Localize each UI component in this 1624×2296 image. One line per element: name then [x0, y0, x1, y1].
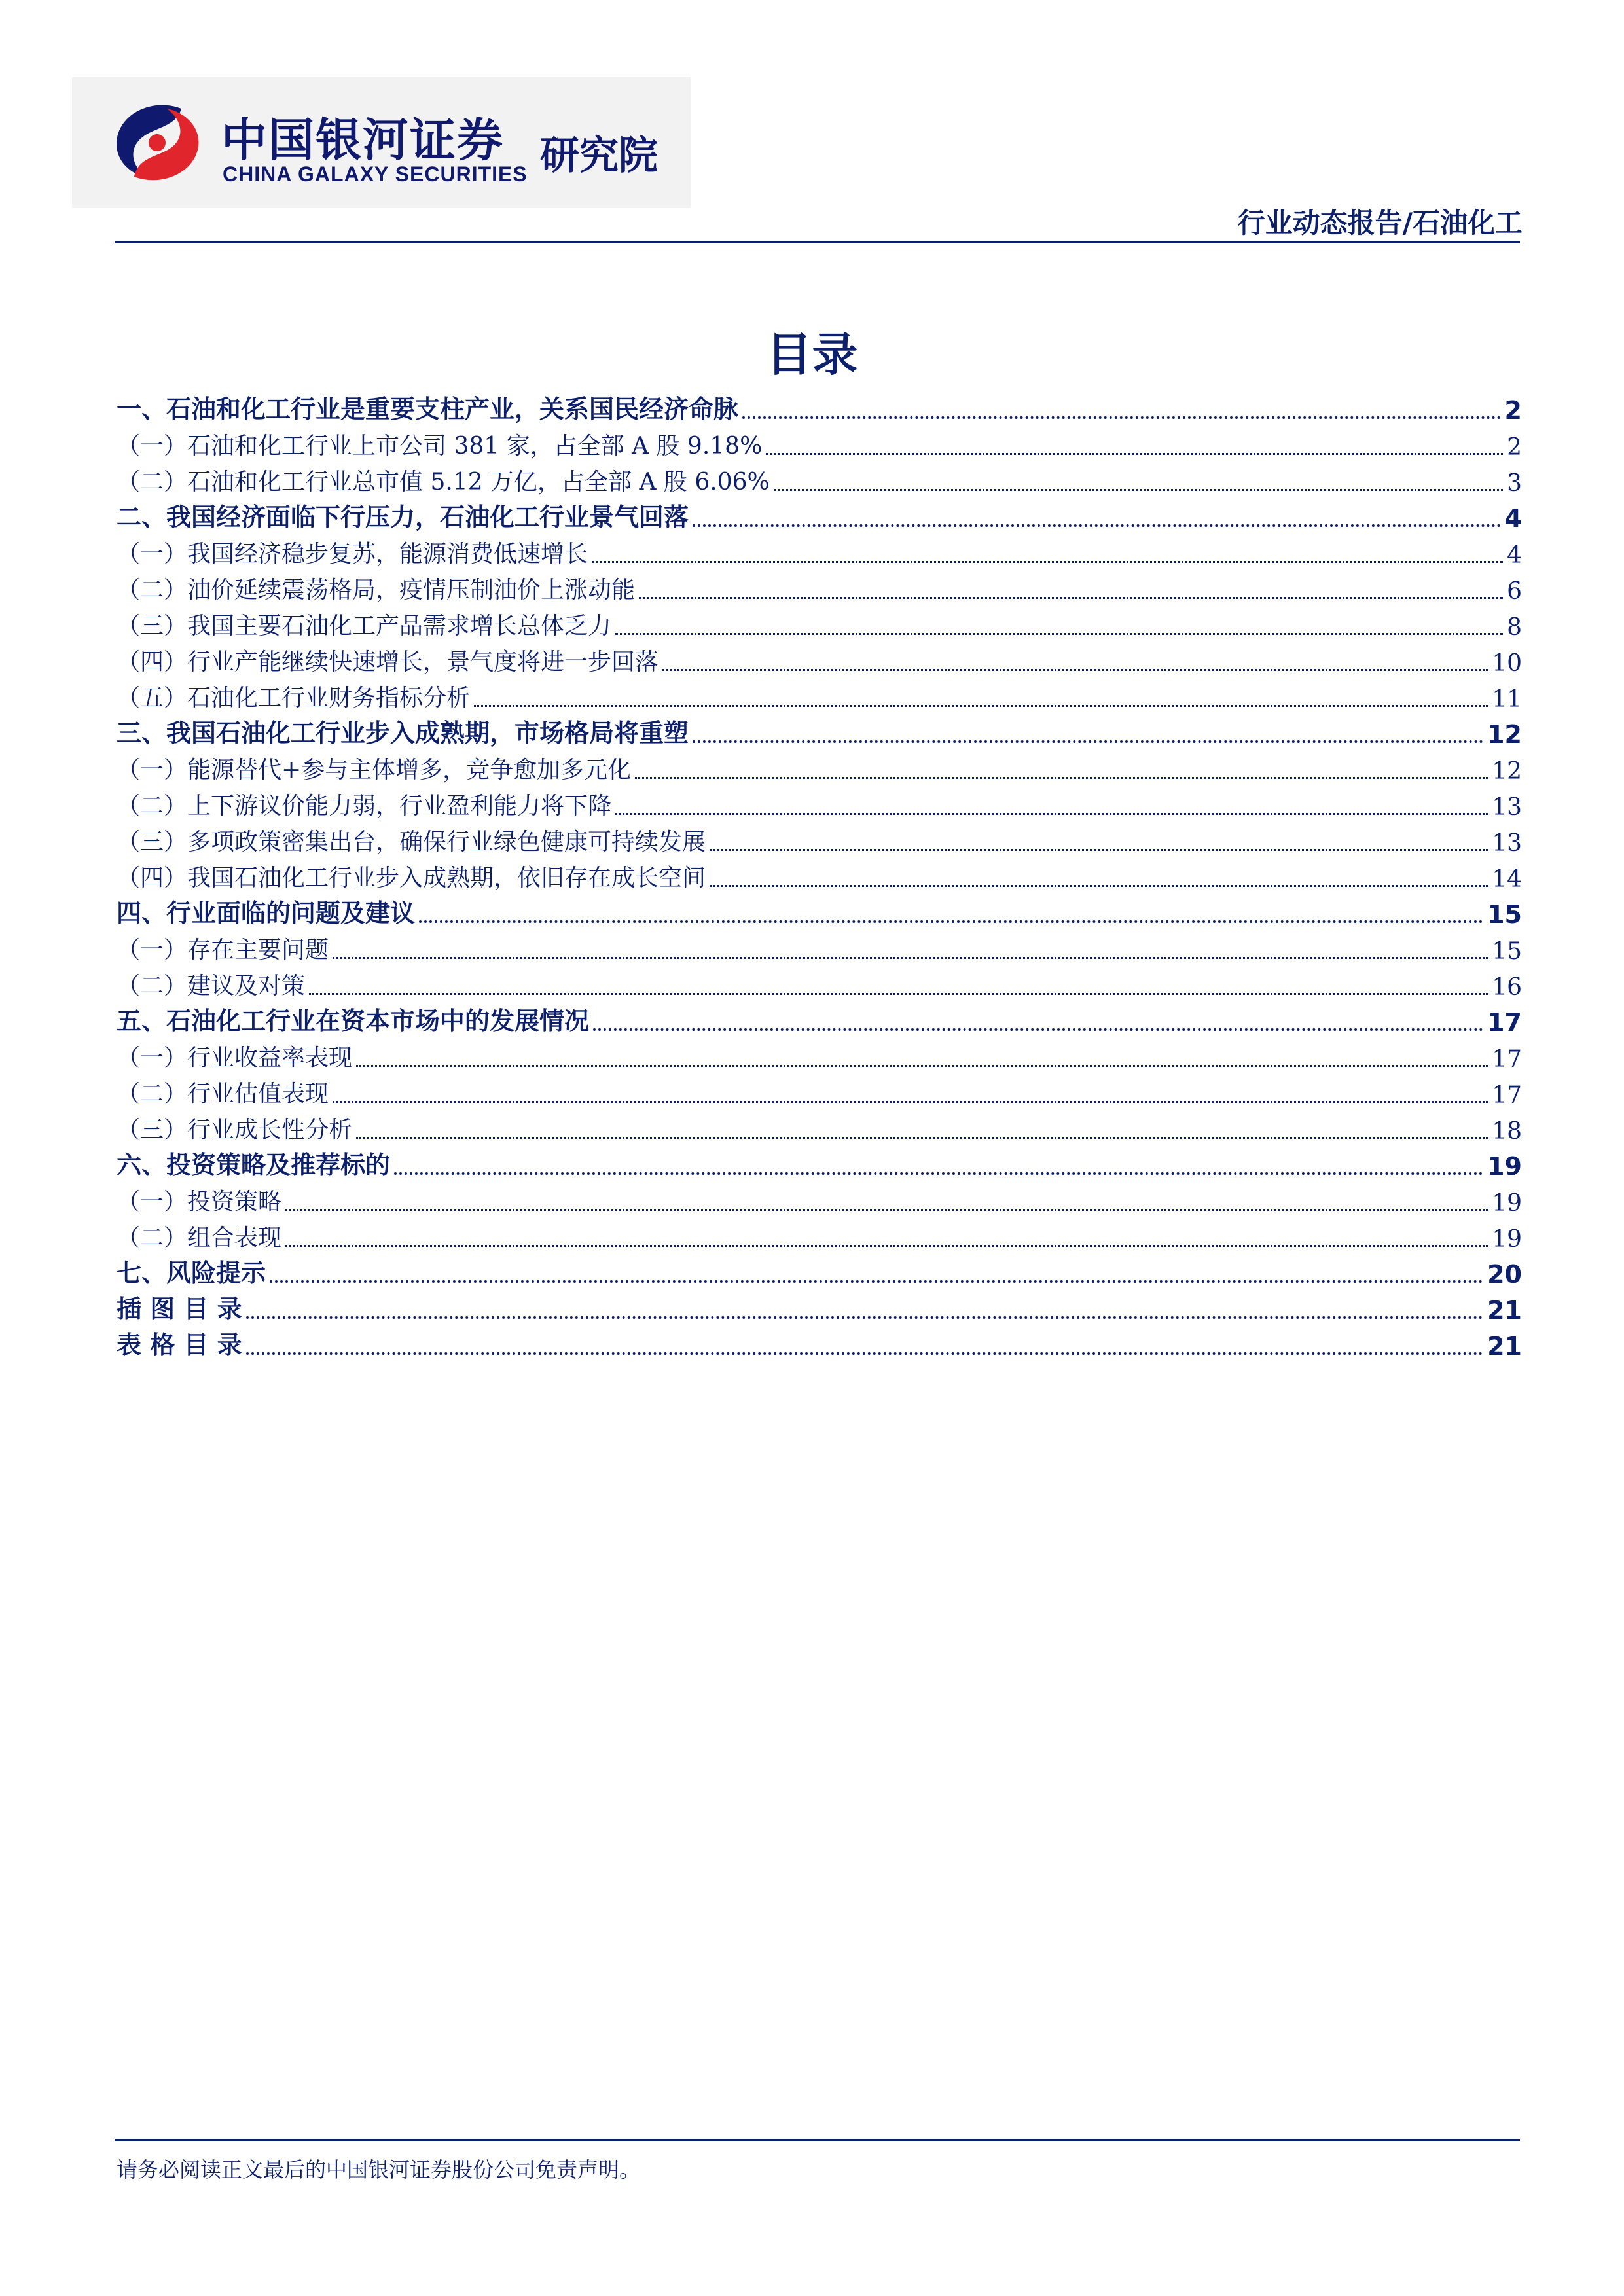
toc-entry-label: （五）石油化工行业财务指标分析: [117, 685, 471, 711]
toc-entry-label: 插 图 目 录: [117, 1295, 242, 1323]
header-divider: [115, 241, 1520, 243]
toc-dot-leader: [742, 416, 1501, 419]
toc-dot-leader: [592, 561, 1503, 563]
toc-dot-leader: [270, 1280, 1483, 1283]
toc-dot-leader: [710, 885, 1488, 887]
toc-entry-label: （一）投资策略: [117, 1189, 282, 1215]
toc-entry-subsection[interactable]: [117, 1217, 1522, 1253]
toc-entry-label: （二）石油和化工行业总市值 5.12 万亿，占全部 A 股 6.06%: [117, 469, 770, 495]
toc-page-number: 19: [1492, 1226, 1522, 1253]
toc-page-number: 17: [1492, 1046, 1522, 1073]
footer-divider: [115, 2139, 1520, 2141]
toc-entry-section[interactable]: [117, 1289, 1522, 1325]
table-of-contents: [117, 389, 1522, 1361]
toc-dot-leader: [309, 993, 1488, 995]
toc-page-number: 20: [1487, 1260, 1522, 1289]
company-logo: [72, 77, 691, 208]
toc-dot-leader: [474, 705, 1488, 707]
toc-dot-leader: [693, 740, 1483, 743]
toc-entry-label: （一）能源替代+参与主体增多，竞争愈加多元化: [117, 757, 632, 783]
toc-entry-subsection[interactable]: [117, 857, 1522, 893]
toc-dot-leader: [710, 849, 1488, 851]
toc-title: 目录: [766, 328, 858, 382]
report-category: 行业动态报告/石油化工: [1237, 207, 1523, 239]
galaxy-swirl-logo-icon: [108, 97, 206, 188]
toc-page-number: 12: [1492, 758, 1522, 785]
toc-entry-section[interactable]: [117, 389, 1522, 425]
toc-dot-leader: [693, 524, 1501, 527]
toc-entry-label: （一）石油和化工行业上市公司 381 家，占全部 A 股 9.18%: [117, 433, 763, 459]
toc-page-number: 4: [1507, 542, 1522, 569]
toc-dot-leader: [419, 920, 1483, 923]
toc-page-number: 4: [1504, 504, 1522, 533]
toc-dot-leader: [593, 1028, 1483, 1031]
toc-page-number: 16: [1492, 974, 1522, 1001]
toc-dot-leader: [774, 489, 1503, 491]
toc-entry-section[interactable]: [117, 497, 1522, 533]
logo-chinese-name: 中国银河证券: [221, 115, 504, 166]
toc-entry-label: （二）上下游议价能力弱，行业盈利能力将下降: [117, 793, 612, 819]
toc-entry-subsection[interactable]: [117, 1073, 1522, 1109]
toc-dot-leader: [285, 1209, 1488, 1211]
toc-entry-label: 一、石油和化工行业是重要支柱产业，关系国民经济命脉: [117, 395, 739, 423]
toc-entry-label: （二）油价延续震荡格局，疫情压制油价上涨动能: [117, 577, 636, 603]
toc-dot-leader: [615, 633, 1503, 635]
toc-page-number: 3: [1507, 470, 1522, 497]
toc-entry-label: （一）存在主要问题: [117, 937, 329, 963]
toc-entry-subsection[interactable]: [117, 1109, 1522, 1145]
toc-page-number: 18: [1492, 1118, 1522, 1145]
toc-page-number: 15: [1487, 900, 1522, 929]
toc-entry-label: 六、投资策略及推荐标的: [117, 1151, 391, 1179]
toc-entry-label: （四）行业产能继续快速增长，景气度将进一步回落: [117, 649, 659, 675]
toc-entry-subsection[interactable]: [117, 1181, 1522, 1217]
toc-page-number: 14: [1492, 866, 1522, 893]
toc-entry-subsection[interactable]: [117, 749, 1522, 785]
toc-entry-label: （三）多项政策密集出台，确保行业绿色健康可持续发展: [117, 829, 706, 855]
logo-english-name: CHINA GALAXY SECURITIES: [223, 162, 528, 186]
toc-dot-leader: [662, 669, 1488, 671]
toc-entry-section[interactable]: [117, 1145, 1522, 1181]
toc-entry-subsection[interactable]: [117, 605, 1522, 641]
toc-entry-label: （二）建议及对策: [117, 973, 306, 999]
toc-entry-label: （三）行业成长性分析: [117, 1117, 353, 1143]
toc-dot-leader: [639, 597, 1503, 599]
toc-entry-subsection[interactable]: [117, 533, 1522, 569]
toc-page-number: 21: [1487, 1332, 1522, 1361]
toc-page-number: 13: [1492, 830, 1522, 857]
toc-dot-leader: [356, 1137, 1488, 1139]
toc-page-number: 2: [1504, 396, 1522, 425]
toc-page-number: 11: [1492, 686, 1522, 713]
toc-page-number: 19: [1487, 1152, 1522, 1181]
toc-entry-subsection[interactable]: [117, 569, 1522, 605]
toc-dot-leader: [394, 1172, 1483, 1175]
toc-dot-leader: [766, 453, 1503, 455]
toc-page-number: 17: [1487, 1008, 1522, 1037]
toc-entry-section[interactable]: [117, 1001, 1522, 1037]
toc-entry-section[interactable]: [117, 713, 1522, 749]
toc-page-number: 6: [1507, 578, 1522, 605]
toc-dot-leader: [246, 1316, 1483, 1319]
toc-page-number: 17: [1492, 1082, 1522, 1109]
toc-entry-label: （一）行业收益率表现: [117, 1045, 353, 1071]
toc-entry-subsection[interactable]: [117, 461, 1522, 497]
toc-dot-leader: [333, 1101, 1488, 1103]
toc-entry-label: 五、石油化工行业在资本市场中的发展情况: [117, 1007, 590, 1035]
toc-entry-subsection[interactable]: [117, 1037, 1522, 1073]
toc-entry-label: （一）我国经济稳步复苏，能源消费低速增长: [117, 541, 588, 567]
toc-entry-label: 表 格 目 录: [117, 1331, 242, 1359]
toc-dot-leader: [615, 813, 1488, 815]
toc-entry-label: 七、风险提示: [117, 1259, 266, 1287]
footer-disclaimer: 请务必阅读正文最后的中国银河证券股份公司免责声明。: [117, 2157, 641, 2182]
logo-institute-label: 研究院: [540, 134, 658, 177]
toc-entry-subsection[interactable]: [117, 929, 1522, 965]
toc-entry-section[interactable]: [117, 1253, 1522, 1289]
toc-dot-leader: [333, 957, 1488, 959]
toc-page-number: 12: [1487, 720, 1522, 749]
toc-entry-label: （二）组合表现: [117, 1225, 282, 1251]
toc-entry-label: 三、我国石油化工行业步入成熟期，市场格局将重塑: [117, 719, 689, 747]
toc-entry-subsection[interactable]: [117, 785, 1522, 821]
toc-page-number: 21: [1487, 1296, 1522, 1325]
toc-entry-label: （三）我国主要石油化工产品需求增长总体乏力: [117, 613, 612, 639]
toc-dot-leader: [285, 1245, 1488, 1247]
toc-page-number: 2: [1507, 434, 1522, 461]
toc-entry-subsection[interactable]: [117, 425, 1522, 461]
toc-entry-subsection[interactable]: [117, 641, 1522, 677]
toc-entry-label: 四、行业面临的问题及建议: [117, 899, 416, 927]
toc-entry-subsection[interactable]: [117, 677, 1522, 713]
toc-page-number: 19: [1492, 1190, 1522, 1217]
toc-entry-label: 二、我国经济面临下行压力，石油化工行业景气回落: [117, 503, 689, 531]
toc-page-number: 13: [1492, 794, 1522, 821]
toc-page-number: 10: [1492, 650, 1522, 677]
toc-entry-subsection[interactable]: [117, 821, 1522, 857]
toc-entry-section[interactable]: [117, 1325, 1522, 1361]
toc-entry-label: （四）我国石油化工行业步入成熟期，依旧存在成长空间: [117, 865, 706, 891]
toc-entry-section[interactable]: [117, 893, 1522, 929]
toc-page-number: 8: [1507, 614, 1522, 641]
toc-page-number: 15: [1492, 938, 1522, 965]
toc-entry-label: （二）行业估值表现: [117, 1081, 329, 1107]
toc-dot-leader: [246, 1352, 1483, 1355]
toc-dot-leader: [635, 777, 1488, 779]
toc-dot-leader: [356, 1065, 1488, 1067]
toc-entry-subsection[interactable]: [117, 965, 1522, 1001]
